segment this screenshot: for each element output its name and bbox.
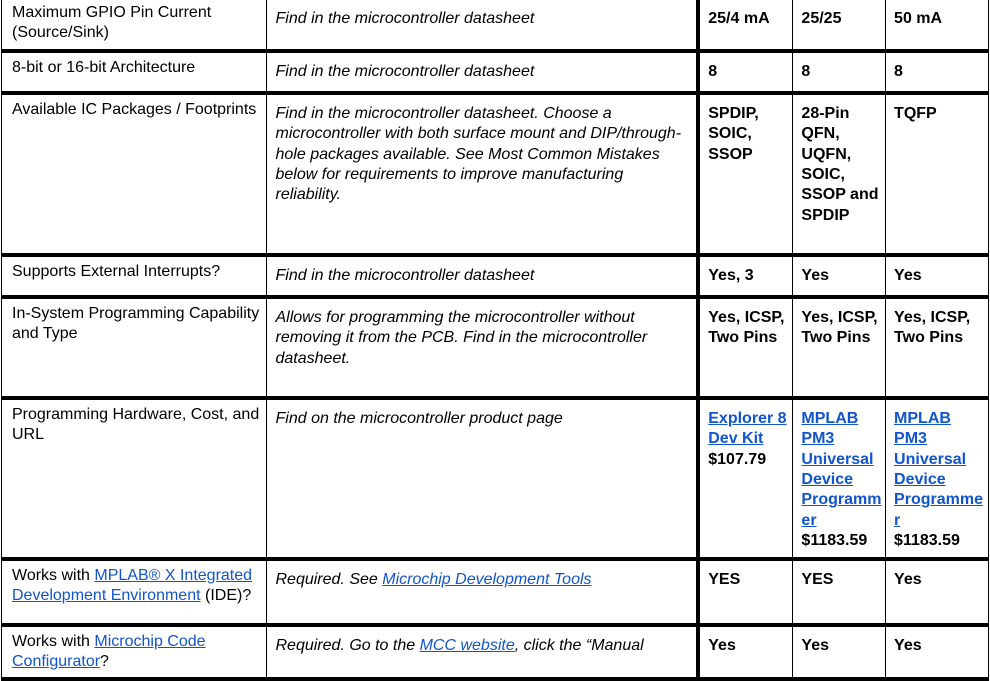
table-row [2, 255, 989, 297]
how-to-find-cell [266, 398, 698, 559]
how-text: Find in the microcontroller datasheet. Choose a microcontroller with both surface mount and DIP/through-hole packages available. See Most Common Mistakes below for requirements to improve manufacturing reliability. [275, 104, 682, 204]
how-text: Required. See [275, 570, 383, 588]
value-cell-mcu-2 [793, 255, 886, 297]
value-text: 8 [894, 62, 903, 80]
value-text: 25/4 mA [708, 10, 770, 27]
value-cell-mcu-3 [886, 559, 989, 625]
table-row [2, 93, 989, 255]
table-row [2, 0, 989, 51]
how-text: Allows for programming the microcontroller without removing it from the PCB. Find in the microcontroller datasheet. [275, 308, 648, 367]
table-row [2, 398, 989, 559]
table-row [2, 559, 989, 625]
value-cell-mcu-2 [793, 51, 886, 93]
programmer-cost: $1183.59 [894, 532, 960, 550]
value-text: 25/25 [801, 10, 842, 27]
value-cell-mcu-3 [886, 297, 989, 398]
comparison-table [1, 0, 989, 681]
value-cell-mcu-2 [793, 398, 886, 559]
criterion-cell [2, 255, 267, 297]
value-text: YES [801, 570, 834, 588]
table-row [2, 625, 989, 680]
how-text: Required. Go to the [275, 636, 420, 654]
value-cell-mcu-2 [793, 93, 886, 255]
value-cell-mcu-3 [886, 625, 989, 680]
value-cell-mcu-3 [886, 51, 989, 93]
criterion-text: Available IC Packages / Footprints [12, 100, 257, 118]
value-text: 50 mA [894, 10, 943, 27]
value-text: Yes [708, 636, 736, 654]
value-cell-mcu-1 [698, 0, 793, 51]
how-text: Find in the microcontroller datasheet [275, 62, 535, 80]
criterion-text: ? [100, 653, 109, 671]
value-cell-mcu-1 [698, 559, 793, 625]
value-text: Yes, ICSP, Two Pins [894, 308, 971, 347]
how-to-find-cell [266, 297, 698, 398]
criterion-text: Programming Hardware, Cost, and URL [12, 405, 260, 444]
table-row [2, 51, 989, 93]
how-text: Find on the microcontroller product page [275, 409, 563, 427]
value-text: Yes, ICSP, Two Pins [708, 308, 785, 347]
value-text: Yes, 3 [708, 266, 754, 284]
value-text: Yes [894, 266, 922, 284]
programmer-link[interactable]: Explorer 8 Dev Kit [708, 409, 787, 448]
how-to-find-cell [266, 51, 698, 93]
criterion-text: Supports External Interrupts? [12, 262, 221, 280]
mplab-x-ide-link[interactable]: MPLAB® X Integrated Development Environment [12, 566, 253, 605]
value-text: Yes [801, 636, 830, 654]
value-text: SPDIP, SOIC, SSOP [708, 104, 759, 163]
how-text: Find in the microcontroller datasheet [275, 10, 535, 27]
value-cell-mcu-3 [886, 255, 989, 297]
criterion-cell [2, 398, 267, 559]
programmer-cost: $1183.59 [801, 532, 868, 550]
table-row [2, 297, 989, 398]
how-to-find-cell [266, 0, 698, 51]
mcc-website-link[interactable]: MCC website [419, 636, 515, 654]
value-text: 8 [708, 62, 718, 80]
value-text: Yes [894, 570, 922, 588]
value-cell-mcu-1 [698, 398, 793, 559]
criterion-cell [2, 0, 267, 51]
criterion-cell [2, 297, 267, 398]
value-cell-mcu-3 [886, 398, 989, 559]
microchip-development-tools-link[interactable]: Microchip Development Tools [382, 570, 592, 588]
criterion-text: In-System Programming Capability and Type [12, 304, 260, 343]
value-cell-mcu-1 [698, 93, 793, 255]
programmer-link[interactable]: MPLAB PM3 Universal Device Programmer [801, 409, 882, 529]
value-cell-mcu-1 [698, 625, 793, 680]
value-cell-mcu-3 [886, 0, 989, 51]
value-cell-mcu-1 [698, 255, 793, 297]
how-text: Find in the microcontroller datasheet [275, 266, 535, 284]
criterion-cell [2, 51, 267, 93]
value-text: Yes [801, 266, 830, 284]
criterion-text: (IDE)? [200, 587, 252, 605]
how-to-find-cell [266, 93, 698, 255]
value-text: TQFP [894, 104, 937, 122]
value-text: 28-Pin QFN, UQFN, SOIC, SSOP and SPDIP [801, 104, 879, 224]
value-text: 8 [801, 62, 811, 80]
value-cell-mcu-2 [793, 559, 886, 625]
programmer-cost: $107.79 [708, 450, 767, 468]
how-text: , click the “Manual [514, 636, 644, 654]
value-cell-mcu-2 [793, 0, 886, 51]
value-cell-mcu-2 [793, 297, 886, 398]
value-cell-mcu-3 [886, 93, 989, 255]
programmer-link[interactable]: MPLAB PM3 Universal Device Programmer [894, 409, 983, 529]
criterion-text: 8-bit or 16-bit Architecture [12, 58, 196, 76]
criterion-cell [2, 559, 267, 625]
criterion-text: Works with [12, 632, 95, 650]
value-cell-mcu-1 [698, 51, 793, 93]
value-text: YES [708, 570, 741, 588]
code-configurator-link[interactable]: Microchip Code Configurator [12, 632, 206, 671]
value-text: Yes [894, 636, 922, 654]
value-text: Yes, ICSP, Two Pins [801, 308, 878, 347]
value-cell-mcu-1 [698, 297, 793, 398]
criterion-text: Maximum GPIO Pin Current (Source/Sink) [12, 4, 212, 42]
how-to-find-cell [266, 255, 698, 297]
how-to-find-cell [266, 625, 698, 680]
criterion-cell [2, 93, 267, 255]
value-cell-mcu-2 [793, 625, 886, 680]
criterion-cell [2, 625, 267, 680]
how-to-find-cell [266, 559, 698, 625]
criterion-text: Works with [12, 566, 95, 584]
